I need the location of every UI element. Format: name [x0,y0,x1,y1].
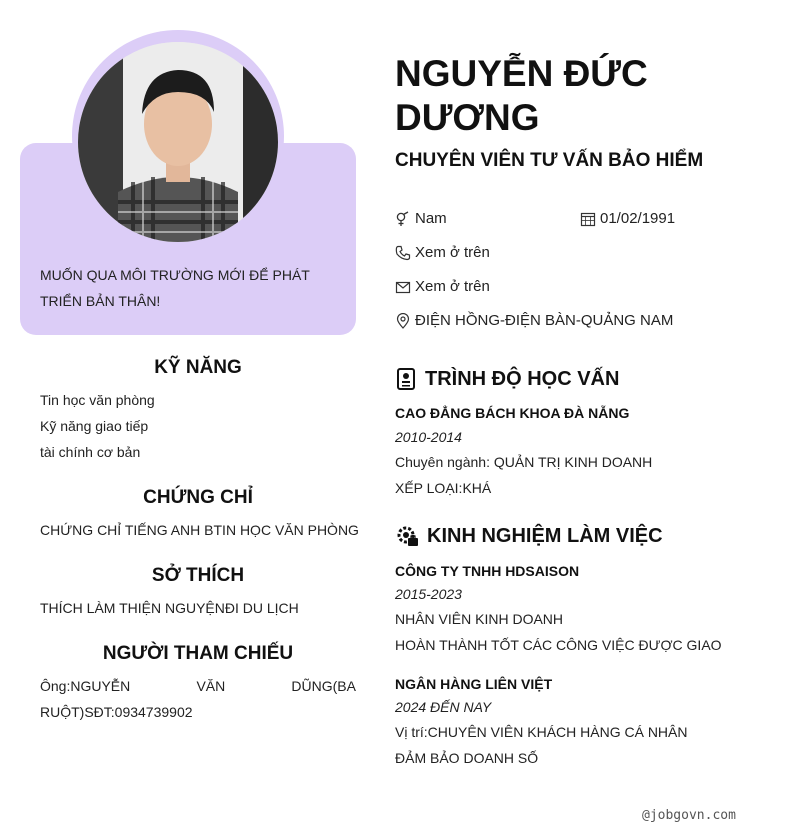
reference-line: RUỘT)SĐT:0934739902 [40,704,193,720]
skill-item: Tin học văn phòng [40,392,155,408]
avatar [78,42,278,242]
experience-header [395,524,663,548]
education-major: Chuyên ngành: QUẢN TRỊ KINH DOANH [395,454,653,470]
reference-word: VĂN [196,678,226,694]
skill-item: Kỹ năng giao tiếp [40,418,149,434]
hobbies-title: SỞ THÍCH [151,565,245,586]
gender-value: Nam [415,210,447,227]
birthdate-info [580,210,675,227]
email-value: Xem ở trên [415,278,490,295]
reference-line [40,673,356,699]
watermark-text: @jobgovn.com [642,808,736,823]
address-info [395,312,673,329]
references-text [40,673,356,725]
skills-title: KỸ NĂNG [154,357,242,378]
reference-word: DŨNG(BA [291,678,356,694]
birthdate-value: 01/02/1991 [600,210,676,227]
gender-info [395,210,447,227]
job-period: 2015-2023 [395,586,462,602]
job-detail: HOÀN THÀNH TỐT CÁC CÔNG VIỆC ĐƯỢC GIAO [395,637,722,653]
skill-item: tài chính cơ bản [40,444,141,460]
location-pin-icon [395,313,411,329]
career-objective: MUỐN QUA MÔI TRƯỜNG MỚI ĐỂ PHÁT TRIỂN BẢN THÂN! [40,267,310,309]
gender-icon [395,211,411,227]
job-detail: NHÂN VIÊN KINH DOANH [395,611,564,627]
education-grade: XẾP LOẠI:KHÁ [395,480,492,496]
job-company: NGÂN HÀNG LIÊN VIỆT [395,676,553,692]
education-title: TRÌNH ĐỘ HỌC VẤN [425,367,620,390]
gear-briefcase-icon [395,524,419,548]
job-company: CÔNG TY TNHH HDSAISON [395,563,580,579]
candidate-name: NGUYỄN ĐỨC DƯƠNG [395,53,648,138]
job-detail: ĐẢM BẢO DOANH SỐ [395,750,539,766]
avatar-photo [78,42,278,242]
experience-title: KINH NGHIỆM LÀM VIỆC [427,524,663,547]
graduation-document-icon [395,367,417,391]
certificates-text: CHỨNG CHỈ TIẾNG ANH BTIN HỌC VĂN PHÒNG [40,522,359,538]
education-school: CAO ĐẲNG BÁCH KHOA ĐÀ NẴNG [395,405,630,421]
address-value: ĐIỆN HỒNG-ĐIỆN BÀN-QUẢNG NAM [415,312,674,329]
references-title: NGƯỜI THAM CHIẾU [102,643,294,664]
education-header [395,367,619,391]
job-detail: Vị trí:CHUYÊN VIÊN KHÁCH HÀNG CÁ NHÂN [395,724,688,740]
mail-icon [395,279,411,295]
candidate-title: CHUYÊN VIÊN TƯ VẤN BẢO HIỂM [395,150,704,171]
job-period: 2024 ĐẾN NAY [395,699,492,715]
phone-value: Xem ở trên [415,244,490,261]
email-info [395,278,490,295]
skills-list [40,387,155,465]
reference-word: Ông:NGUYỄN [40,678,131,694]
calendar-icon [580,211,596,227]
hobbies-text: THÍCH LÀM THIỆN NGUYỆNĐI DU LỊCH [40,600,299,616]
phone-icon [395,245,411,261]
education-period: 2010-2014 [395,429,462,445]
phone-info [395,244,490,261]
certificates-title: CHỨNG CHỈ [143,487,253,508]
